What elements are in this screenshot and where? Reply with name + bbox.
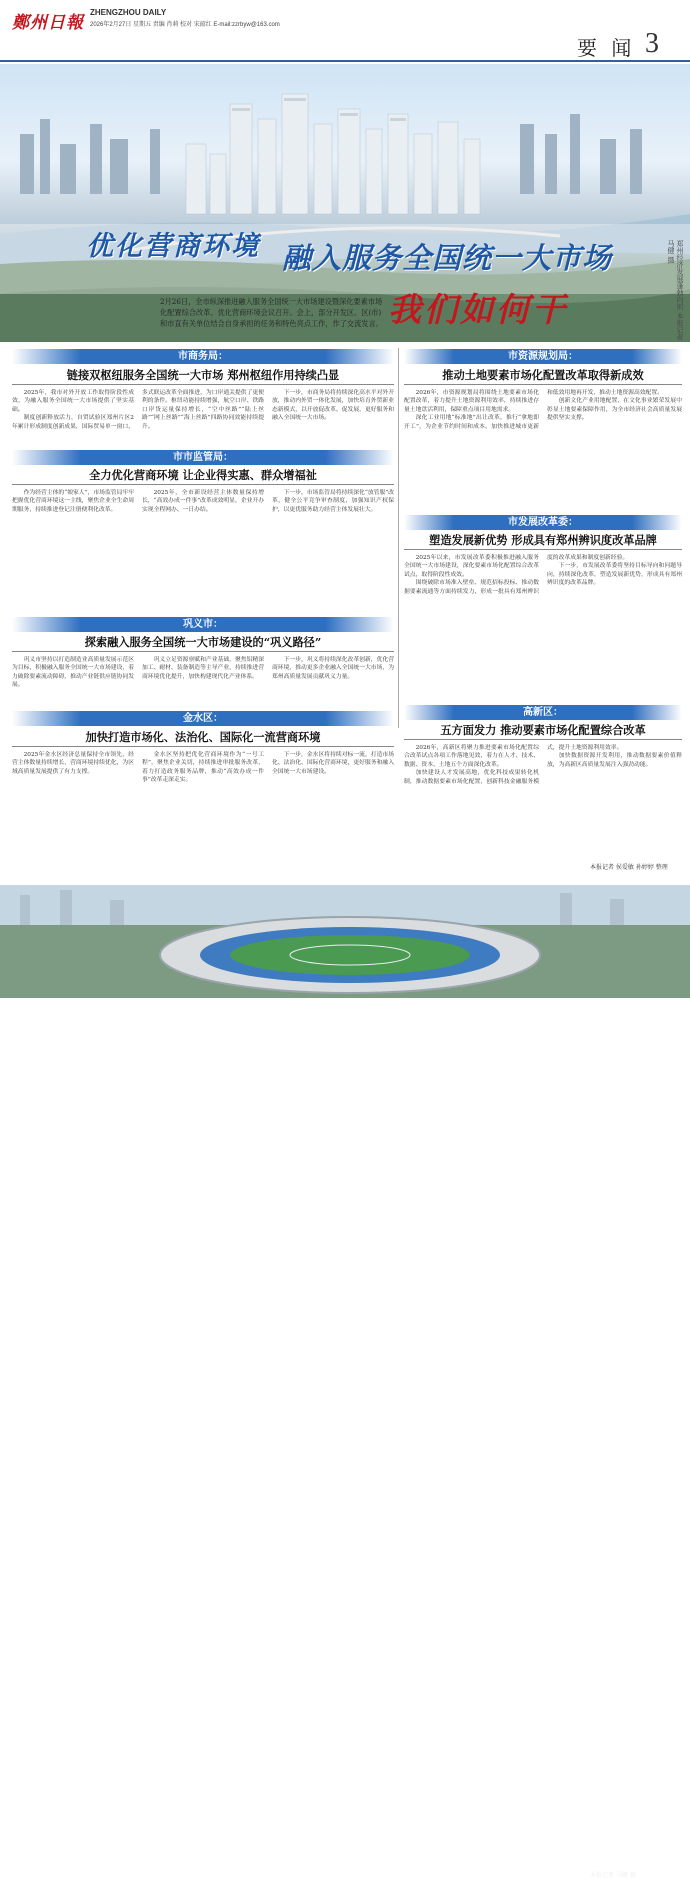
headline-primary: 优化营商环境 [86, 231, 260, 262]
paragraph: 下一步，市发展改革委将坚持目标导向和问题导向，持续深化改革，塑造发展新优势，形成具有郑州辨识度的改革品牌。 [547, 563, 682, 587]
divider [12, 651, 394, 652]
newspaper-logo: 鄭州日報 [12, 13, 84, 33]
article-body-commerce [12, 389, 394, 441]
paragraph: 2026年，高新区将聚力推进要素市场化配置综合改革试点各项工作落地见效，着力在人才、技术、数据、资本、土地五个方面深化改革。 [404, 745, 539, 768]
bottom-photo [0, 885, 690, 1879]
article-banner-high-tech-zone: 高新区： [404, 705, 682, 720]
section-name: 要 闻 [577, 36, 636, 60]
photo-credit: 郑州经济发展蓬勃向前 本报记者 马健 摄 [667, 240, 684, 341]
article-title-development-reform: 塑造发展新优势 形成具有郑州辨识度改革品牌 [429, 533, 657, 547]
paragraph: 深化工业用地“标准地”出让改革，推行“拿地即开工”，为企业节约时间和成本。加快推进城市更新和低效用地再开发，推动土地资源高效配置。 [404, 390, 663, 430]
paragraph: 巩义市坚持以打造制造业高质量发展示范区为目标，积极融入服务全国统一大市场建设，着力破除要素流动障碍，推动产业链供应链协同发展。 [12, 657, 134, 689]
author-byline: 本报记者 侯爱敏 孙婷婷 整理 [590, 864, 668, 871]
article-title-resources: 推动土地要素市场化配置改革取得新成效 [442, 368, 644, 382]
page-number: 3 [645, 28, 659, 59]
newspaper-name-english: ZHENGZHOU DAILY [90, 8, 167, 17]
paragraph: 围绕破除市场准入壁垒、规范招标投标、推动数据要素流通等方面持续发力，形成一批具有郑州辨识度的改革成果和制度创新经验。 [404, 555, 629, 595]
masthead [0, 0, 690, 62]
article-body-market-supervision [12, 489, 394, 609]
article-banner-gongyi: 巩义市： [12, 617, 394, 632]
paragraph: 下一步，巩义将持续深化改革创新，优化营商环境，推动更多企业融入全国统一大市场，为郑州高质量发展贡献巩义力量。 [272, 657, 394, 680]
article-title-high-tech-zone: 五方面发力 推动要素市场化配置综合改革 [440, 723, 646, 737]
paragraph: 巩义立足资源禀赋和产业基础，聚焦铝精深加工、耐材、装备制造等主导产业，持续推进营商环境优化提升，加快构建现代化产业体系。 [142, 657, 264, 680]
divider [12, 746, 394, 747]
article-body-gongyi [12, 656, 394, 704]
article-banner-commerce: 市商务局： [12, 349, 394, 364]
article-title-jinshui: 加快打造市场化、法治化、国际化一流营商环境 [85, 730, 321, 744]
divider [12, 484, 394, 485]
lead-paragraph: 2月26日，全市纵深推进融入服务全国统一大市场建设暨深化要素市场化配置综合改革、优化营商环境会议召开。会上，部分开发区、区(市)和市直有关单位结合自身承担的任务和特色亮点工作，作了交流发言。 [160, 297, 383, 328]
article-title-commerce: 链接双枢纽服务全国统一大市场 郑州枢纽作用持续凸显 [66, 368, 340, 382]
headline-highlight: 我们如何干 [388, 290, 568, 329]
bottom-photo-credit: 本报记者 马健 摄 [590, 1872, 636, 1879]
article-body-high-tech-zone [404, 744, 682, 858]
article-banner-development-reform: 市发展改革委： [404, 515, 682, 530]
article-title-market-supervision: 全力优化营商环境 让企业得实惠、群众增福祉 [89, 468, 317, 482]
paragraph: 金水区坚持把优化营商环境作为“一号工程”，聚焦企业关切，持续推进审批服务改革，着力打造政务服务品牌，推动“高效办成一件事”改革走深走实。 [142, 752, 264, 784]
column-divider [398, 348, 399, 728]
divider [404, 384, 682, 385]
article-banner-market-supervision: 市市监管局： [12, 450, 394, 465]
paragraph: 下一步，金水区将持续对标一流，打造市场化、法治化、国际化营商环境，更好服务和融入全国统一大市场建设。 [272, 752, 394, 775]
paragraph: 2025年，我市对外开放工作取得阶段性成效，为融入服务全国统一大市场提供了坚实基础。 [12, 390, 134, 413]
article-body-development-reform [404, 554, 682, 698]
article-banner-resources: 市资源规划局： [404, 349, 682, 364]
divider [404, 739, 682, 740]
paragraph: 加快建设人才发展高地，优化科技成果转化机制，推动数据要素市场化配置，创新科技金融服务模式，提升土地资源利用效率。 [404, 745, 623, 785]
paragraph: 2025年，全市新设经营主体数量保持增长，“高效办成一件事”改革成效明显，企业开办实现全程网办、一日办结。 [142, 490, 264, 513]
paragraph: 下一步，市商务局将持续深化高水平对外开放，推动内外贸一体化发展，加快培育外贸新业态新模式，以开放促改革、促发展，更好服务和融入全国统一大市场。 [272, 390, 394, 422]
article-banner-jinshui: 金水区： [12, 711, 394, 726]
dateline: 2026年2月27日 星期五 责编 肖莉 校对 宋韶红 E-mail:zzrbyw@163.com [90, 22, 280, 28]
paragraph: 制度创新释放活力，自贸试验区郑州片区2年累计形成制度创新成果，国际贸易单一窗口、多式联运改革全面推进，为口岸通关提供了更便利的条件。枢纽功能持续增强，航空口岸、铁路口岸货运量保持增长，“空中丝路”“陆上丝路”“网上丝路”“海上丝路”四路协同效能持续提升。 [12, 390, 264, 430]
headline-secondary: 融入服务全国统一大市场 [282, 241, 613, 275]
paragraph: 2025年以来，市发展改革委积极推进融入服务全国统一大市场建设，深化要素市场化配置综合改革试点，取得阶段性成效。 [404, 555, 539, 578]
paragraph: 创新文化产业用地配置，在文化事业繁荣发展中彰显土地要素保障作用，为全市经济社会高质量发展提供坚实支撑。 [547, 398, 682, 422]
divider [404, 549, 682, 550]
article-body-resources [404, 389, 682, 505]
paragraph: 2025年金水区经济总量保持全市领先，经营主体数量持续增长，营商环境持续优化，为区域高质量发展提供了有力支撑。 [12, 752, 134, 775]
paragraph: 下一步，市场监管局将持续深化“放管服”改革，健全公平竞争审查制度，加强知识产权保护，以更优服务助力经营主体发展壮大。 [272, 490, 394, 513]
article-body-jinshui [12, 751, 394, 879]
stadium-aerial-illustration [0, 885, 690, 998]
divider [12, 384, 394, 385]
paragraph: 作为经营主体的“娘家人”，市场监管局牢牢把握优化营商环境这一主线，聚焦企业全生命周期服务，持续推进登记注册便利化改革。 [12, 490, 134, 513]
paragraph: 2026年，市资源规划局将围绕土地要素市场化配置改革，着力提升土地资源利用效率，持续推进存量土地盘活利用，保障重点项目用地需求。 [404, 390, 539, 413]
paragraph: 加快数据资源开发利用，推动数据要素价值释放，为高新区高质量发展注入强劲动能。 [547, 753, 682, 768]
article-title-gongyi: 探索融入服务全国统一大市场建设的“巩义路径” [84, 635, 322, 649]
